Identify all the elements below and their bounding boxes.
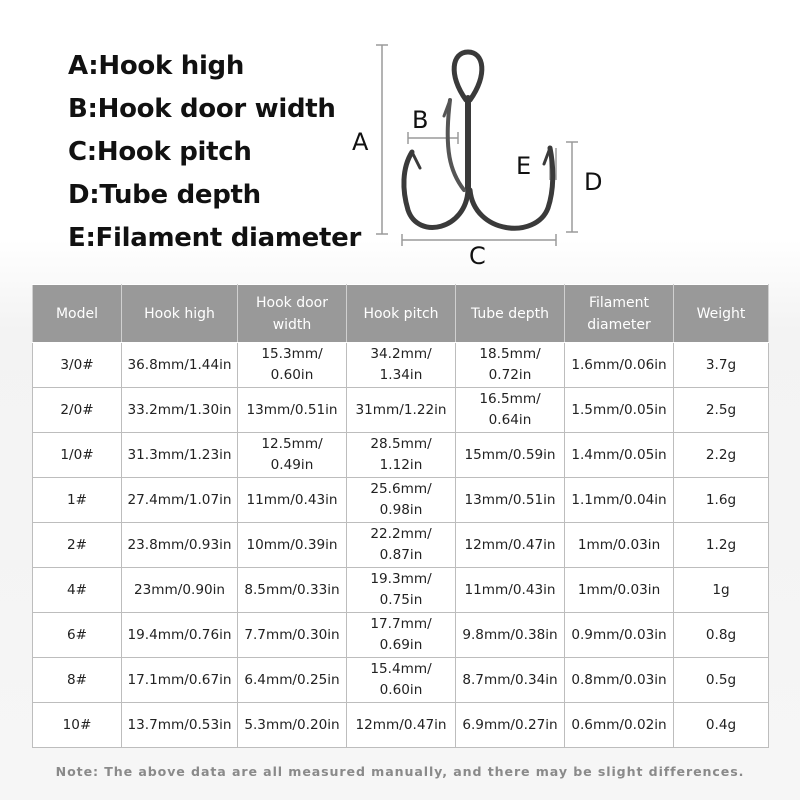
- cell-tube-depth: 13mm/0.51in: [456, 478, 565, 523]
- hook-diagram: [340, 40, 620, 280]
- disclaimer-note: Note: The above data are all measured manually, and there may be slight differences.: [55, 764, 745, 779]
- col-header-tube-depth: Tube depth: [456, 285, 565, 343]
- cell-hook-high: 17.1mm/0.67in: [122, 658, 238, 703]
- cell-filament-diameter: 1mm/0.03in: [565, 523, 674, 568]
- col-header-model: Model: [33, 285, 122, 343]
- label-b: B: [412, 106, 429, 134]
- cell-hook-door-width: 12.5mm/ 0.49in: [238, 433, 347, 478]
- cell-hook-pitch: 34.2mm/ 1.34in: [347, 343, 456, 388]
- cell-hook-door-width: 5.3mm/0.20in: [238, 703, 347, 748]
- cell-model: 2#: [33, 523, 122, 568]
- cell-filament-diameter: 1.5mm/0.05in: [565, 388, 674, 433]
- col-header-weight: Weight: [674, 285, 769, 343]
- cell-weight: 0.4g: [674, 703, 769, 748]
- legend-hook-door-width: B:Hook door width: [68, 94, 336, 124]
- cell-tube-depth: 12mm/0.47in: [456, 523, 565, 568]
- cell-hook-door-width: 11mm/0.43in: [238, 478, 347, 523]
- cell-hook-high: 36.8mm/1.44in: [122, 343, 238, 388]
- cell-hook-door-width: 7.7mm/0.30in: [238, 613, 347, 658]
- cell-filament-diameter: 1.6mm/0.06in: [565, 343, 674, 388]
- cell-filament-diameter: 1.1mm/0.04in: [565, 478, 674, 523]
- cell-hook-high: 33.2mm/1.30in: [122, 388, 238, 433]
- label-a: A: [352, 128, 369, 156]
- cell-model: 10#: [33, 703, 122, 748]
- table-row: [33, 703, 769, 748]
- cell-hook-high: 27.4mm/1.07in: [122, 478, 238, 523]
- cell-weight: 1g: [674, 568, 769, 613]
- table-row: [33, 433, 769, 478]
- cell-filament-diameter: 1mm/0.03in: [565, 568, 674, 613]
- cell-weight: 2.5g: [674, 388, 769, 433]
- spec-table: [32, 284, 769, 748]
- cell-model: 2/0#: [33, 388, 122, 433]
- cell-hook-high: 19.4mm/0.76in: [122, 613, 238, 658]
- cell-hook-door-width: 6.4mm/0.25in: [238, 658, 347, 703]
- cell-hook-pitch: 31mm/1.22in: [347, 388, 456, 433]
- cell-hook-door-width: 8.5mm/0.33in: [238, 568, 347, 613]
- col-header-hook-door-width: Hook door width: [238, 285, 347, 343]
- legend-hook-pitch: C:Hook pitch: [68, 137, 252, 167]
- label-c: C: [469, 242, 486, 270]
- cell-tube-depth: 11mm/0.43in: [456, 568, 565, 613]
- cell-weight: 1.6g: [674, 478, 769, 523]
- cell-tube-depth: 8.7mm/0.34in: [456, 658, 565, 703]
- cell-weight: 2.2g: [674, 433, 769, 478]
- cell-hook-door-width: 10mm/0.39in: [238, 523, 347, 568]
- cell-hook-pitch: 22.2mm/ 0.87in: [347, 523, 456, 568]
- cell-filament-diameter: 1.4mm/0.05in: [565, 433, 674, 478]
- hook-shape: [404, 52, 553, 228]
- cell-model: 3/0#: [33, 343, 122, 388]
- col-header-hook-pitch: Hook pitch: [347, 285, 456, 343]
- cell-hook-door-width: 13mm/0.51in: [238, 388, 347, 433]
- cell-filament-diameter: 0.6mm/0.02in: [565, 703, 674, 748]
- cell-hook-high: 23mm/0.90in: [122, 568, 238, 613]
- legend-tube-depth: D:Tube depth: [68, 180, 261, 210]
- dimension-legend: [68, 48, 361, 263]
- cell-model: 6#: [33, 613, 122, 658]
- cell-weight: 0.5g: [674, 658, 769, 703]
- cell-tube-depth: 6.9mm/0.27in: [456, 703, 565, 748]
- cell-hook-door-width: 15.3mm/ 0.60in: [238, 343, 347, 388]
- cell-tube-depth: 9.8mm/0.38in: [456, 613, 565, 658]
- dimension-lines: [376, 45, 578, 246]
- table-header-row: [33, 285, 769, 343]
- table-row: [33, 343, 769, 388]
- cell-model: 8#: [33, 658, 122, 703]
- cell-model: 1/0#: [33, 433, 122, 478]
- cell-tube-depth: 15mm/0.59in: [456, 433, 565, 478]
- legend-hook-high: A:Hook high: [68, 51, 245, 81]
- cell-hook-high: 31.3mm/1.23in: [122, 433, 238, 478]
- table-row: [33, 658, 769, 703]
- table-row: [33, 388, 769, 433]
- cell-filament-diameter: 0.8mm/0.03in: [565, 658, 674, 703]
- cell-hook-high: 13.7mm/0.53in: [122, 703, 238, 748]
- cell-hook-pitch: 19.3mm/ 0.75in: [347, 568, 456, 613]
- cell-filament-diameter: 0.9mm/0.03in: [565, 613, 674, 658]
- cell-hook-high: 23.8mm/0.93in: [122, 523, 238, 568]
- cell-model: 1#: [33, 478, 122, 523]
- table-row: [33, 523, 769, 568]
- cell-hook-pitch: 28.5mm/ 1.12in: [347, 433, 456, 478]
- cell-hook-pitch: 17.7mm/ 0.69in: [347, 613, 456, 658]
- col-header-filament-diameter: Filament diameter: [565, 285, 674, 343]
- col-header-hook-high: Hook high: [122, 285, 238, 343]
- cell-weight: 0.8g: [674, 613, 769, 658]
- label-e: E: [516, 152, 532, 180]
- table-row: [33, 568, 769, 613]
- cell-hook-pitch: 25.6mm/ 0.98in: [347, 478, 456, 523]
- cell-model: 4#: [33, 568, 122, 613]
- cell-weight: 3.7g: [674, 343, 769, 388]
- cell-hook-pitch: 15.4mm/ 0.60in: [347, 658, 456, 703]
- cell-tube-depth: 16.5mm/ 0.64in: [456, 388, 565, 433]
- cell-weight: 1.2g: [674, 523, 769, 568]
- legend-filament-diameter: E:Filament diameter: [68, 223, 361, 253]
- cell-tube-depth: 18.5mm/ 0.72in: [456, 343, 565, 388]
- cell-hook-pitch: 12mm/0.47in: [347, 703, 456, 748]
- table-row: [33, 613, 769, 658]
- label-d: D: [584, 168, 603, 196]
- table-row: [33, 478, 769, 523]
